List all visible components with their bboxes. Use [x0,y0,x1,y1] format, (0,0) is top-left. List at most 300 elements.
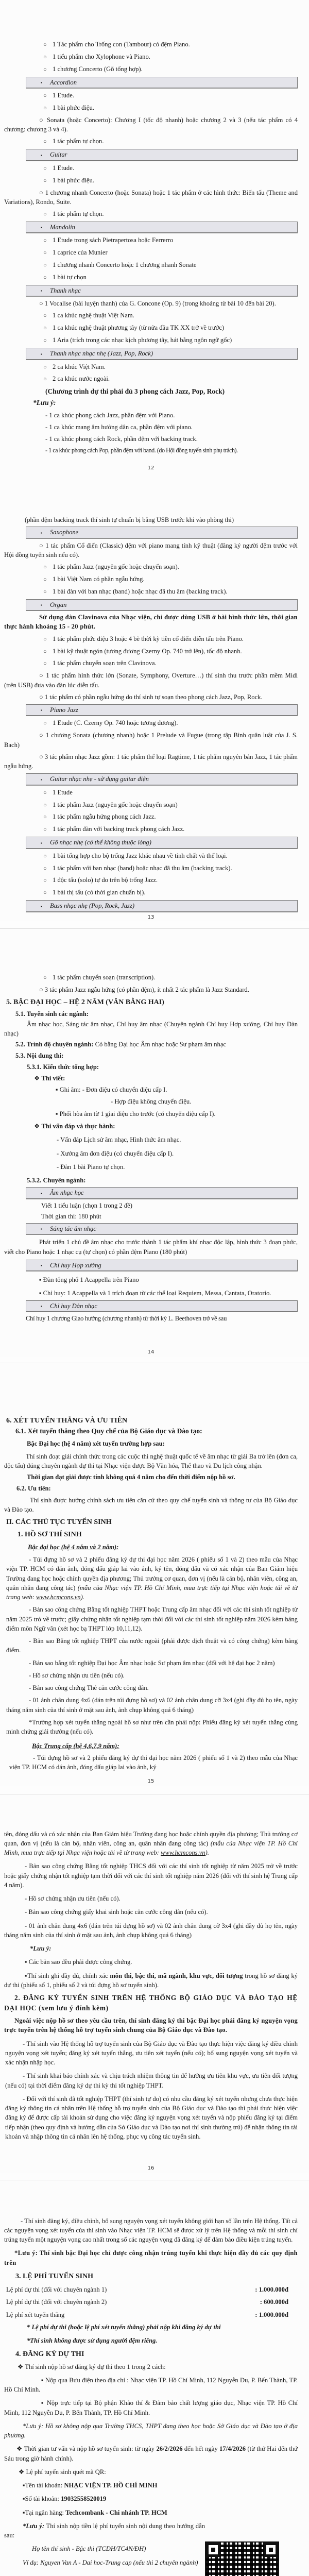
instrument-heading [26,1223,298,1234]
circle-bullet-icon: ○ [43,66,47,73]
list-item-text: Các bản sao đều phải được công chứng. [28,1958,132,1966]
list-item [4,235,298,245]
instrument-heading [26,773,298,785]
registration-item: - Đối với thí sinh đã tốt nghiệp THPT (thí sinh tự do) có nhu cầu đăng ký xét tuyển nhưng chưa thực hiện đăng ký thông tin cá nhân trên Hệ thống hỗ trợ tuyển sinh của Bộ Giáo dục và Đào tạo thì phải thực hiện việc đăng ký để được cấp tài khoản sử dụng cho việc đăng ký nguyện vọng xét tuyển và nộp phiếu đăng ký tại điểm tiếp nhận (theo quy định và hướng dẫn của Sở Giáo dục và Đào tạo nơi thí sinh thường trú) để nhận thông tin tài khoản và nhập thông tin cá nhân lên hệ thống, phục vụ công tác tuyển sinh. [5,2095,298,2140]
list-item-text: 1 Etude (C. Czerny Op. 740 hoặc tương đương). [53,719,178,727]
account-name [4,2481,298,2490]
website-link[interactable]: www.hcmcons.vn [161,1849,205,1856]
list-item-text: 1 bài tự chọn [53,274,87,281]
section-6-1-label: 6.1. Xét tuyển thẳng theo Quy chế của Bộ Giáo dục và Đào tạo: [15,1427,202,1435]
dossier-item-text: - Bản sao công chứng Thẻ căn cước công dân. [29,1684,149,1691]
list-item-text: 1 Etude. [53,92,74,99]
list-item-text: 1 tác phẩm đàn với backing track phong cách Jazz. [53,825,185,833]
page-16 [0,1794,309,2173]
circle-bullet-icon: ○ [43,337,47,344]
square-bullet-icon: ▪ [41,2376,45,2384]
backing-note: (phần đệm backing track thí sinh tự chuẩn bị bằng USB trước khi vào phòng thi) [25,516,234,523]
dossier-item [4,1718,298,1737]
dictation-row [4,1085,298,1094]
list-item-text: 1 tác phẩm tự chọn. [53,138,104,145]
note-item [4,434,298,444]
registration-item: - Thí sinh đăng ký, điều chỉnh, bổ sung nguyện vọng xét tuyển không giới hạn số lần trên Hệ thống. Tất cả các nguyện vọng xét tuyển của thí sinh vào Nhạc viện TP. HCM sẽ được xử lý trên Hệ thống và mỗi thí sinh chỉ trúng tuyển một nguyện vọng cao nhất trong số các nguyện vọng đã đăng ký để đảm bảo điều kiện trúng tuyển. [4,2217,298,2244]
note-label: *Lưu ý: [33,398,56,406]
circle-bullet-icon: ○ [43,720,47,727]
registration-note: *Lưu ý: Thí sinh bậc Đại học chỉ được công nhận trúng tuyển khi thực hiện đầy đủ các quy định trên [4,2249,298,2266]
dash-bullet-icon: - [45,411,49,419]
payment-note-label: *Lưu ý: [23,2522,45,2530]
dash-bullet-icon: - [57,1136,61,1144]
list-item [4,1289,298,1298]
dossier-item-text: - 01 ảnh chân dung 4x6 (dán trên túi đựng hồ sơ) và 02 ảnh chân dung cỡ 3x4 (ghi đầy đủ họ tên, ngày tháng năm sinh của thí sinh ở mặt sau ảnh, ảnh chụp không quá 6 tháng) [6,1697,298,1714]
square-bullet-icon: ▪ [41,1303,42,1309]
list-item [4,188,298,207]
note-label: *Lưu ý: [30,1945,52,1952]
square-bullet-icon: ▪ [41,80,42,86]
circle-bullet-icon: ○ [43,802,47,808]
list-item [4,1109,298,1118]
part-II-title: II. CÁC THỦ TỤC TUYỂN SINH [6,1518,112,1527]
list-item [4,115,298,134]
vocational-label: Bậc Trung cấp (hệ 4,6,7,9 năm): [32,1742,119,1750]
square-bullet-icon: ▪ [23,2509,25,2516]
fee-value: : 1.000.000đ [255,2286,288,2294]
instrument-heading-text: Accordion [50,78,77,86]
oral-item [4,1162,298,1172]
list-item [4,91,298,100]
dash-bullet-icon: - [45,423,49,431]
note-item [4,422,298,432]
written-exam-label: Thi viết: [41,1075,65,1082]
dash-bullet-icon: - [45,435,49,443]
registration-way [4,2376,298,2395]
instrument-heading-text: Thanh nhạc nhạc nhẹ (Jazz, Pop, Rock) [50,350,153,358]
qr-code-icon[interactable] [205,2541,279,2576]
list-item-text: 2 ca khúc Việt Nam. [53,363,106,370]
square-bullet-icon: ▪ [41,603,42,608]
list-item [4,299,298,308]
note-text: 1 ca khúc phong cách Jazz, phần đệm với Piano. [49,411,175,419]
instrument-heading-text: Guitar nhạc nhẹ - sử dụng guitar điện [50,775,149,783]
list-item-text: 1 chương Concerto (Gõ tổng hợp). [53,65,143,73]
circle-bullet-icon: ○ [43,660,47,667]
list-item [4,888,298,897]
circle-bullet-icon: ○ [43,636,47,642]
page-number: 12 [147,465,154,471]
page-14 [0,929,309,1356]
instrument-heading [26,77,298,88]
list-item-text: 2 ca khúc nước ngoài. [53,375,110,383]
list-item [4,248,298,258]
instrument-heading-text: Chỉ huy Dàn nhạc [50,1302,97,1310]
instrument-heading [26,348,298,359]
list-item-text: 1 tác phẩm hình thức lớn (Sonate, Symphony, Overture…) thí sinh thu trước phần mềm Midi (trên USB) đưa vào đàn lúc diễn tấu. [4,672,298,689]
form-note-end: ). [205,1849,209,1856]
requirement-note: (Chương trình dự thi phải đủ 3 phong cách Jazz, Pop, Rock) [45,387,225,396]
submission-note: *Lưu ý: Hồ sơ không nộp qua Trường THCS, THPT đang theo học hoặc Sở Giáo dục và Đào tạo ở địa phương. [4,2422,298,2439]
circle-bullet-icon: ○ [43,165,47,172]
page-15 [0,1363,309,1786]
form-note-end: ). [80,1594,84,1601]
instrument-heading-text: Piano Jazz [50,706,78,714]
list-item-text: 1 ca khúc nghệ thuật Việt Nam. [53,312,134,319]
instrument-heading-text: Mandolin [50,223,75,231]
list-item [4,658,298,668]
dossier-item [4,1683,298,1692]
list-item [4,311,298,320]
list-item [4,752,298,771]
list-item [4,176,298,185]
diamond-bullet-icon: ❖ [19,2468,26,2476]
payment-block [4,2481,298,2567]
list-item [4,647,298,656]
organ-intro: Sử dụng đàn Clavinova của Nhạc viện, chỉ được dùng USB ở bài hình thức lớn, thời gian thực hành khoảng 15 - 20 phút. [4,614,298,631]
orchestra-text: Chỉ huy 1 chương Giao hưởng (chương nhanh) từ thời kỳ L. Beethoven trở về sau [26,1314,227,1322]
list-item-text: 1 tác phẩm ngẫu hứng phong cách Jazz. [53,813,156,821]
section-6-1-sub: Bậc Đại học (hệ 4 năm) xét tuyển trường hợp sau: [27,1440,165,1448]
instrument-heading [26,900,298,911]
list-item [4,824,298,834]
instrument-heading [26,599,298,611]
fee-label: Lệ phí xét tuyển thẳng [6,2311,65,2318]
exam-registration-title: 4. ĐĂNG KÝ DỰ THI [15,2350,84,2359]
list-item [4,634,298,644]
qr-label: Lệ phí tuyển sinh quét mã QR: [26,2468,106,2476]
account-label: Số tài khoản: [25,2495,61,2503]
square-bullet-icon: ▪ [41,1263,42,1268]
diamond-item [4,2362,298,2371]
list-item [4,52,298,62]
square-bullet-icon: ▪ [23,2482,25,2489]
time-text: (từ thứ Hai đến thứ Sáu trong giờ hành chính). [4,2445,298,2462]
dossier-item [4,1605,298,1633]
instrument-heading [26,1260,298,1271]
list-item-text: 1 caprice của Munier [53,249,108,257]
form-note: (mẫu của Nhạc viện TP. Hồ Chí Minh, mua trực tiếp tại Nhạc viện hoặc tải về từ trang web: [6,1584,298,1601]
circle-bullet-icon: ○ [43,54,47,60]
fee-row [4,2285,298,2294]
dossier-item-text: - Bản sao bằng tốt nghiệp Đại học Âm nhạc hoặc Sư phạm âm nhạc (đối với hệ đại học 2 năm) [29,1659,275,1667]
list-item [4,103,298,113]
dossier-item: - 01 ảnh chân dung 4x6 (dán trên túi đựng hồ sơ) và 02 ảnh chân dung cỡ 3x4 (ghi đầy đủ họ tên, ngày tháng năm sinh của thí sinh ở mặt sau ảnh, ảnh chụp không quá 6 tháng) [4,1922,298,1939]
section-6-title: 6. XÉT TUYỂN THẲNG VÀ ƯU TIÊN [6,1416,128,1425]
square-bullet-icon: ▪ [41,225,42,230]
instrument-heading-text: Sáng tác âm nhạc [50,1225,96,1233]
list-item [4,985,298,994]
square-bullet-icon: ▪ [41,530,42,535]
list-item-text: 1 chương Sonata (chương nhanh) hoặc 1 Prelude và Fugue (trong tập Bình quân luật của J. S. Bach) [4,732,298,749]
registration-title: 2. ĐĂNG KÝ TUYỂN SINH TRÊN HỆ THỐNG BỘ GIÁO DỤC VÀ ĐÀO TẠO HỆ ĐẠI HỌC (xem lưu ý đính kèm) [4,1994,298,2012]
section-5-1-text: Âm nhạc học, Sáng tác âm nhạc, Chỉ huy âm nhạc (Chuyên ngành Chỉ huy Hợp xướng, Chỉ huy Dàn nhạc) [4,1020,298,1038]
registration-item: - Thí sinh khai báo chính xác và chịu trách nhiệm thông tin để hưởng ưu tiên khu vực, ưu tiên đối tượng (nếu có) tại thời điểm đăng ký dự thi kỳ thi tốt nghiệp THPT. [5,2072,298,2089]
instrument-heading-text: Thanh nhạc [50,286,81,294]
square-bullet-icon: ▪ [41,840,42,845]
registration-way-text: Nộp trực tiếp tại Bộ phận Khảo thí & Đảm bảo chất lượng giáo dục, Nhạc viện TP. Hồ Chí Minh, 112 Nguyễn Du, P. Bến Thành, TP. Hồ Chí Minh. [4,2399,298,2416]
dash-bullet-icon: - [45,447,49,454]
list-item-text: 1 tiểu phẩm cho Xylophone và Piano. [53,53,150,60]
circle-bullet-icon: ○ [43,376,47,383]
time-from: 26/2/2026 [156,2445,183,2453]
instrument-heading [26,149,298,160]
list-item [4,731,298,750]
circle-bullet-icon: ○ [43,177,47,184]
fee-label: Lệ phí dự thi (đối với chuyên ngành 1) [6,2286,107,2294]
circle-bullet-icon: ○ [43,789,47,796]
list-item [4,851,298,861]
note-text: 1 ca khúc phong cách Rock, phần đệm với backing track. [49,435,198,443]
circle-bullet-icon: ○ [43,325,47,332]
list-item [4,875,298,885]
university-label: Bậc đại học (hệ 4 năm và 2 năm): [28,1543,119,1551]
square-bullet-icon: ▪ [56,1086,60,1094]
dossier-item: - Túi đựng hồ sơ và 2 phiếu đăng ký dự thi đại học năm 2026 ( phiếu số 1 và 2) theo mẫu của Nhạc viện TP. HCM có dán ảnh, đóng dấu giáp lai vào ảnh, ký [9,1754,298,1771]
fee-row [4,2297,298,2307]
website-link[interactable]: www.hcmcons.vn [36,1594,81,1601]
musicology-line: Viết 1 tiểu luận (chọn 1 trong 2 đề) [41,1201,132,1209]
square-bullet-icon: ▪ [23,2495,25,2503]
list-item-text: 1 Aria (trích trong các nhạc kịch phương tây, hát bằng ngôn ngữ gốc) [53,336,232,344]
list-item-text: 1 bài tổng hợp cho bộ trống Jazz khác nhau về tính chất và thể loại. [53,852,228,859]
list-item-text: 1 tác phẩm Jazz (nguyên gốc hoặc chuyển soạn). [53,563,179,570]
section-5-1-label: 5.1. Tuyển sinh các ngành: [15,1010,89,1018]
dossier-item-text: - Bản sao Bằng tốt nghiệp THPT của nước ngoài (phải được dịch thuật và có công chứng) kèm bảng điểm. [6,1637,298,1654]
instrument-heading [26,1187,298,1198]
list-item-text: Đàn tổng phổ 1 Acappella trên Piano [43,1276,139,1284]
circle-bullet-icon: ○ [39,672,46,680]
account-label: Tên tài khoản: [25,2482,64,2489]
list-item-text: 1 tác phẩm chuyển soạn (transcription). [53,974,156,981]
page-number: 14 [147,1349,154,1355]
list-item-text: 1 bài đàn với ban nhạc (band) hoặc nhạc đã thu âm (backing track). [53,587,228,595]
qr-finder-pattern [206,2543,220,2557]
section-6-1-text: Thí sinh đoạt giải chính thức trong các cuộc thi nghệ thuật quốc tế về âm nhạc từ giải Ba trở lên (đơn ca, độc tấu) đúng chuyên ngành dự thi tại Nhạc viện được Bộ Văn hóa, Thể thao và Du lịch công nhận. [4,1452,298,1469]
circle-bullet-icon: ○ [43,576,47,583]
list-item-text: 1 bài phức điệu. [53,104,94,111]
list-item-text: 1 tác phẩm phức điệu 3 hoặc 4 bè thời kỳ tiền cổ điển diễn tấu trên Piano. [53,635,244,642]
list-item-text: 1 bài phức điệu. [53,176,94,184]
list-item-text: 1 chương nhanh Concerto (hoặc Sonata) hoặc 1 tác phẩm ở các hình thức: Biến tấu (Theme and Variations), Rondo, Suite. [4,189,298,206]
circle-bullet-icon: ○ [39,732,46,739]
square-bullet-icon: ▪ [25,1958,29,1966]
dossier-item [4,1671,298,1680]
list-item [4,163,298,173]
list-item-text: 1 Vocalise (bài luyện thanh) của G. Concone (Op. 9) (trong khoảng từ bài 10 đến bài 20). [44,300,276,308]
section-5-2-label: 5.2. Trình độ chuyên ngành: [15,1041,94,1048]
circle-bullet-icon: ○ [43,42,47,48]
list-item [4,812,298,822]
oral-item-text: Xướng âm đơn điệu (có chuyển điệu cấp I). [60,1149,174,1157]
circle-bullet-icon: ○ [43,93,47,99]
dossier-item [4,1696,298,1715]
fee-row [4,2310,298,2319]
account-value: NHẠC VIỆN TP. HỒ CHÍ MINH [64,2482,158,2489]
instrument-heading-text: Guitar [50,151,67,159]
list-item-text: 1 Etude trong sách Pietrapertosa hoặc Ferrerro [53,236,174,244]
dictation-item: - Đơn điệu có chuyển điệu cấp I. [82,1086,167,1094]
square-bullet-icon: ▪ [56,1110,60,1117]
section-5-3-1-label: 5.3.1. Kiến thức tổng hợp: [27,1063,99,1071]
list-item [4,260,298,270]
submission-time [4,2444,298,2463]
list-item [4,863,298,873]
circle-bullet-icon: ○ [43,648,47,655]
instrument-heading [26,1300,298,1312]
dossier-item: - Hồ sơ chứng nhận ưu tiên (nếu có). [25,1895,121,1902]
bank-name [4,2508,298,2517]
circle-bullet-icon: ○ [39,541,46,549]
dossier-item: - Bản sao công chứng giấy khai sinh hoặc căn cước công dân (nếu có). [25,1908,208,1916]
fee-label: Lệ phí dự thi (đối với chuyên ngành 2) [6,2298,107,2306]
circle-bullet-icon: ○ [43,262,47,269]
section-6-2-text: Thí sinh được hưởng chính sách ưu tiên căn cứ theo quy chế tuyển sinh và thông tư của Bộ Giáo dục và Đào tạo. [4,1496,298,1513]
circle-bullet-icon: ○ [39,300,45,308]
list-item [4,64,298,74]
list-item [4,1957,298,1967]
circle-bullet-icon: ○ [43,975,47,981]
list-item [4,273,298,282]
circle-bullet-icon: ○ [39,986,45,993]
list-item [4,1971,298,1990]
dossier-item [4,1658,298,1668]
list-item-text: 1 tác phẩm Cổ điển (Classic) đệm với piano mang tính kỹ thuật (đăng ký người đệm trước với Hội đồng tuyển sinh nếu có). [4,541,298,558]
dossier-item-text: tên, đóng dấu và có xác nhận của Ban Giám hiệu Trường đang học hoặc chính quyền địa phương; Thủ trưởng cơ quan, đơn vị (nếu là cán bộ, nhân viên, công an, quân nhân đang công tác) [4,1830,298,1847]
circle-bullet-icon: ○ [43,238,47,244]
circle-bullet-icon: ○ [39,189,45,196]
page-12 [0,0,309,515]
list-item [4,587,298,597]
circle-bullet-icon: ○ [43,853,47,859]
circle-bullet-icon: ○ [43,139,47,145]
list-item-text: 3 tác phẩm Jazz ngẫu hứng (có phần đệm), ít nhất 2 tác phẩm là Jazz Standard. [44,986,249,993]
list-item [4,718,298,728]
fee-title: 3. LỆ PHÍ TUYỂN SINH [15,2272,94,2280]
list-item-text: 1 tác phẩm Jazz (nguyên gốc hoặc chuyển soạn) [53,801,178,808]
list-item [4,800,298,810]
list-item-text: 1 bài Việt Nam có phần ngẫu hứng. [53,575,145,583]
dash-bullet-icon: - [57,1163,61,1171]
square-bullet-icon: ▪ [39,1276,43,1284]
circle-bullet-icon: ○ [43,275,47,281]
square-bullet-icon: ▪ [25,1972,28,1979]
registration-way [4,2398,298,2417]
musicology-line: Thời gian thi: 180 phút [41,1212,101,1220]
page-number: 13 [147,914,154,920]
dictation-item: - Hợp điệu không chuyển điệu. [111,1097,192,1105]
note-text-bold: môn thi, bậc thi, mã ngành, khu vực, đối tượng [110,1972,243,1979]
oral-item-text: Vấn đáp Lịch sử âm nhạc, Hình thức âm nhạc. [60,1136,181,1144]
note-item [4,411,298,420]
circle-bullet-icon: ○ [39,693,45,701]
circle-bullet-icon: ○ [43,564,47,570]
diamond-item [4,1122,298,1131]
instrument-heading-text: Chỉ huy Hợp xướng [50,1261,101,1269]
list-item [4,40,298,49]
list-item [4,541,298,560]
list-item-text: 1 Etude [53,788,73,796]
list-item-text: 1 Etude. [53,164,74,172]
oral-item [4,1149,298,1158]
dossier-item: - Bản sao công chứng Bằng tốt nghiệp THCS đối với các thí sinh tốt nghiệp từ năm 2025 trở về trước hoặc giấy chứng nhận tốt nghiệp tạm thời đối với các thí sinh tốt nghiệp năm 2026 (đối với thí sinh hệ Trung cấp 4 năm). [4,1862,298,1889]
payment-format: Họ tên thí sinh - Bậc thi (TCDH/TC4N/ĐH) [32,2545,146,2553]
section-6-2-label: 6.2. Ưu tiên: [16,1485,51,1493]
list-item-text: 3 tác phẩm nhạc Jazz gồm: 1 tác phẩm thể loại Ragtime, 1 tác phẩm nguyên bản Jazz, 1 tác phẩm ngẫu hứng. [4,753,298,770]
dictation-label: Ghi âm: [59,1086,82,1094]
dossier-item-text: - Bản sao công chứng Bằng tốt nghiệp THPT hoặc Trung cấp âm nhạc đối với các thí sinh tốt nghiệp từ năm 2025 trở về trước; giấy chứng nhận tốt nghiệp tạm thời đối với các thí sinh tốt nghiệp năm 2026 kèm bảng điểm môn Ngữ văn (xét học bạ THPT lớp 10,11,12). [6,1606,298,1632]
fee-value: : 1.000.000đ [255,2311,288,2318]
note-item [4,446,298,455]
list-item-text: Chỉ huy: 1 Acappella và 1 trích đoạn từ các thể loại Requiem, Messa, Cantata, Oratorio. [43,1290,271,1297]
instrument-heading-text: Âm nhạc học [50,1189,84,1197]
page-number: 16 [147,2165,154,2172]
circle-bullet-icon: ○ [43,364,47,370]
time-to: 17/4/2026 [219,2445,246,2453]
diamond-bullet-icon: ❖ [34,1075,42,1082]
note-text: 1 ca khúc phong cách Pop, phần đệm với band. (do Hội đồng tuyển sinh phụ trách). [48,447,238,454]
instrument-heading [26,704,298,716]
instrument-heading [26,222,298,233]
dash-bullet-icon: - [57,1149,61,1157]
circle-bullet-icon: ○ [39,753,45,760]
note-text: trong hồ sơ đăng ký dự thi (phiếu số 1, phiếu số 2 và túi đựng hồ sơ tuyển sinh). [4,1972,298,1989]
square-bullet-icon: ▪ [39,1290,43,1297]
account-value: Techcombank - Chi nhánh TP. HCM [65,2509,167,2516]
section-5-3-2-label: 5.3.2. Chuyên ngành: [27,1177,86,1184]
dossier-item [4,1829,298,1858]
square-bullet-icon: ▪ [41,289,42,294]
fee-note: *Thí sinh không được sử dụng người đệm riêng. [27,2337,158,2345]
circle-bullet-icon: ○ [43,814,47,821]
circle-bullet-icon: ○ [43,826,47,833]
instrument-heading-text: Saxophone [50,529,79,536]
list-item [4,323,298,333]
qr-finder-pattern [264,2543,278,2557]
square-bullet-icon: ▪ [41,1227,42,1232]
section-5-2-text: Có bằng Đại học Âm nhạc hoặc Sư phạm âm nhạc [93,1041,227,1048]
registration-item: - Thí sinh vào Hệ thống hỗ trợ tuyển sinh của Bộ Giáo dục và Đào tạo thực hiện việc đăng ký điều chỉnh nguyện vọng xét tuyển; đăng ký xét tuyển thẳng, ưu tiên xét tuyển (nếu có); bổ sung nguyện vọng xét tuyển và xác nhận nhập học. [5,2040,298,2066]
circle-bullet-icon: ○ [39,116,47,124]
list-item [4,335,298,345]
diamond-item [4,1074,298,1083]
list-item [4,788,298,798]
instrument-heading [26,837,298,848]
circle-bullet-icon: ○ [43,250,47,257]
dossier-title: 1. HỒ SƠ THÍ SINH [18,1531,82,1539]
instrument-heading [26,285,298,296]
registration-intro: Ngoài việc nộp hồ sơ theo yêu cầu trên, thí sinh đăng ký thi bậc Đại học phải đăng ký nguyện vọng trực tuyến trên hệ thống hỗ trợ tuyển sinh chung của Bộ Giáo dục và Đào tạo. [4,2017,298,2034]
dossier-item-text: - Túi đựng hồ sơ và 2 phiếu đăng ký dự thi đại học năm 2026 ( phiếu số 1 và 2) theo mẫu của Nhạc viện TP. HCM có dán ảnh, đóng dấu giáp lai vào ảnh, ký tên, đóng dấu và có xác nhận của Ban Giám hiệu Trường đang học hoặc chính quyền địa phương; Thủ trưởng cơ quan, đơn vị (nếu là cán bộ, nhân viên, công an, quân nhân đang công tác) [6,1556,298,1591]
list-item-text: 1 chương nhanh Concerto hoặc 1 chương nhanh Sonate [53,261,197,269]
list-item-text: 1 tác phẩm chuyển soạn trên Clavinova. [53,659,157,667]
oral-item-text: Đàn 1 bài Piano tự chọn. [60,1163,125,1171]
list-item [4,562,298,572]
oral-exam-label: Thi vấn đáp và thực hành: [41,1123,115,1130]
square-bullet-icon: ▪ [41,777,42,782]
list-item [4,374,298,384]
square-bullet-icon: ▪ [41,1191,42,1196]
page-17 [0,2180,309,2576]
account-number [4,2494,298,2503]
registration-intro-text: Thí sinh nộp hồ sơ đăng ký dự thi theo 1 trong 2 cách: [25,2363,166,2370]
instrument-heading-text: Gõ nhạc nhẹ (có thể không thuộc lòng) [50,839,151,846]
list-item-text: Phối hòa âm từ 1 giai điệu cho trước (có chuyển điệu cấp I). [59,1110,216,1117]
list-item [4,209,298,219]
list-item [4,692,298,702]
registration-way-text: Nộp qua Bưu điện theo địa chỉ : Nhạc viện TP. Hồ Chí Minh, 112 Nguyễn Du, P. Bến Thành, TP. Hồ Chí Minh. [4,2376,298,2394]
circle-bullet-icon: ○ [43,890,47,896]
dossier-item-text: *Trường hợp xét tuyển thẳng ngoài hồ sơ như trên cần phải nộp: Phiếu đăng ký xét tuyển thẳng cùng minh chứng giải thưởng (nếu có). [6,1718,298,1735]
dossier-item [4,1636,298,1655]
section-6-1-bold: Thời gian đạt giải được tính không quá 4 năm cho đến thời điểm nộp hồ sơ. [27,1473,235,1481]
list-item [4,362,298,372]
